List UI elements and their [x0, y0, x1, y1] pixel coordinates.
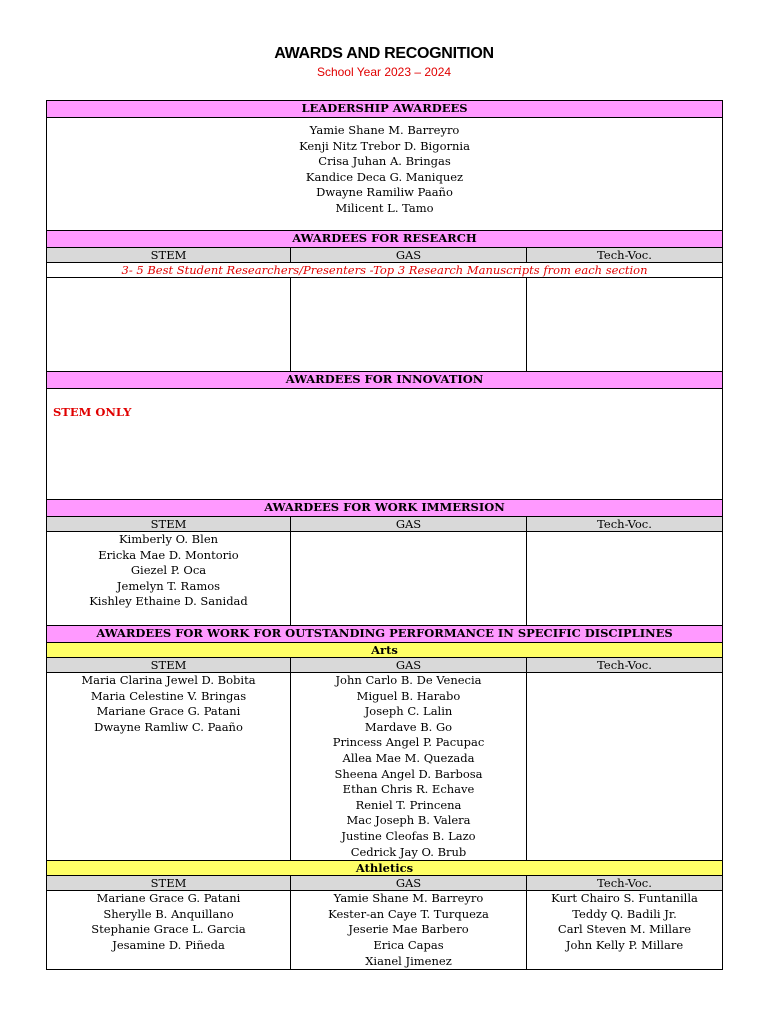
immersion-gas-cell [291, 532, 527, 626]
arts-techvoc-cell [527, 673, 723, 861]
arts-gas-names [291, 673, 527, 861]
awardee-name: Kandice Deca G. Maniquez [305, 169, 464, 184]
awardee-name: Kishley Ethaine D. Sanidad [89, 594, 248, 609]
awardee-name: Carl Steven M. Millare [557, 922, 692, 937]
awardee-name: Teddy Q. Badili Jr. [572, 906, 677, 921]
immersion-stem-header: STEM [47, 517, 291, 532]
research-gas-cell [291, 278, 527, 372]
arts-heading: Arts [47, 643, 723, 658]
research-stem-header: STEM [47, 248, 291, 263]
athletics-gas-header: GAS [291, 876, 527, 891]
awardee-name: John Kelly P. Millare [565, 937, 684, 952]
awardee-name: Cedrick Jay O. Brub [350, 844, 467, 859]
leadership-heading: LEADERSHIP AWARDEES [47, 101, 723, 118]
awardee-name: Yamie Shane M. Barreyro [309, 123, 460, 137]
athletics-techvoc-header: Tech-Voc. [527, 876, 723, 891]
awardee-name: Maria Clarina Jewel D. Bobita [81, 673, 256, 687]
athletics-techvoc-names [527, 891, 723, 970]
leadership-names [47, 118, 723, 231]
awardee-name: Allea Mae M. Quezada [342, 750, 475, 765]
awardee-name: Miguel B. Harabo [356, 688, 461, 703]
awardee-name: Mac Joseph B. Valera [346, 813, 471, 828]
arts-gas-header: GAS [291, 658, 527, 673]
immersion-techvoc-cell [527, 532, 723, 626]
document-title: AWARDS AND RECOGNITION [274, 45, 494, 62]
arts-stem-names [47, 673, 291, 861]
awardee-name: Ethan Chris R. Echave [342, 782, 475, 797]
awardee-name: Sherylle B. Anquillano [103, 906, 234, 921]
awardee-name: Mariane Grace G. Patani [96, 891, 241, 906]
awardee-name: Jesamine D. Piñeda [112, 937, 225, 952]
awardee-name: Xianel Jimenez [365, 953, 452, 968]
awardee-name: Princess Angel P. Pacupac [332, 735, 485, 750]
awardee-name: Yamie Shane M. Barreyro [333, 891, 484, 906]
awardee-name: Justine Cleofas B. Lazo [341, 828, 476, 843]
awardee-name: Mariane Grace G. Patani [96, 704, 241, 719]
awardee-name: Joseph C. Lalin [364, 704, 453, 719]
awardee-name: Maria Celestine V. Bringas [90, 688, 247, 703]
awardee-name: Mardave B. Go [364, 719, 453, 734]
immersion-stem-names [47, 532, 291, 626]
athletics-stem-names [47, 891, 291, 970]
immersion-gas-header: GAS [291, 517, 527, 532]
title-block [0, 44, 768, 80]
awardee-name: Kimberly O. Blen [118, 532, 219, 546]
research-stem-cell [47, 278, 291, 372]
innovation-note: STEM ONLY [47, 389, 723, 500]
awards-table [46, 100, 723, 970]
awardee-name: Giezel P. Oca [130, 563, 207, 578]
athletics-stem-header: STEM [47, 876, 291, 891]
research-gas-header: GAS [291, 248, 527, 263]
disciplines-heading: AWARDEES FOR WORK FOR OUTSTANDING PERFORMANCE IN SPECIFIC DISCIPLINES [47, 626, 723, 643]
awardee-name: Kester-an Caye T. Turqueza [328, 906, 489, 921]
awardee-name: Crisa Juhan A. Bringas [318, 154, 451, 169]
awardee-name: Reniel T. Princena [355, 797, 462, 812]
awardee-name: Dwayne Ramiliw Paaño [316, 185, 453, 200]
awardee-name: Kenji Nitz Trebor D. Bigornia [299, 138, 470, 153]
awardee-name: Dwayne Ramliw C. Paaño [94, 719, 243, 734]
arts-techvoc-header: Tech-Voc. [527, 658, 723, 673]
awardee-name: John Carlo B. De Venecia [335, 673, 482, 687]
awardee-name: Milicent L. Tamo [335, 200, 434, 215]
innovation-heading: AWARDEES FOR INNOVATION [47, 372, 723, 389]
arts-stem-header: STEM [47, 658, 291, 673]
document-subtitle: School Year 2023 – 2024 [316, 65, 452, 79]
research-note: 3- 5 Best Student Researchers/Presenters -Top 3 Research Manuscripts from each section [47, 263, 723, 278]
awardee-name: Jeserie Mae Barbero [348, 922, 469, 937]
awardee-name: Ericka Mae D. Montorio [98, 547, 239, 562]
awardee-name: Kurt Chairo S. Funtanilla [551, 891, 698, 906]
awardee-name: Jemelyn T. Ramos [116, 578, 221, 593]
research-heading: AWARDEES FOR RESEARCH [47, 231, 723, 248]
awardee-name: Erica Capas [373, 937, 444, 952]
immersion-techvoc-header: Tech-Voc. [527, 517, 723, 532]
awardee-name: Sheena Angel D. Barbosa [334, 766, 483, 781]
research-techvoc-cell [527, 278, 723, 372]
awardee-name: Stephanie Grace L. Garcia [91, 922, 246, 937]
research-techvoc-header: Tech-Voc. [527, 248, 723, 263]
athletics-heading: Athletics [47, 861, 723, 876]
athletics-gas-names [291, 891, 527, 970]
immersion-heading: AWARDEES FOR WORK IMMERSION [47, 500, 723, 517]
